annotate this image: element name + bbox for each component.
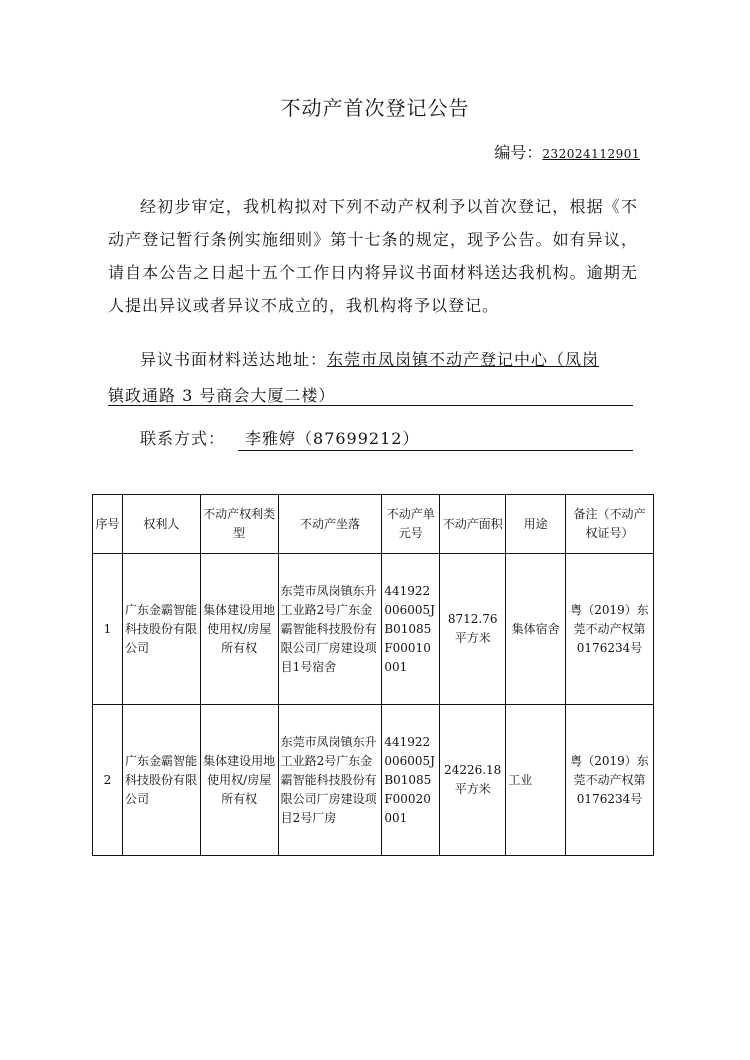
contact-value: 李雅婷（87699212） bbox=[245, 429, 420, 448]
header-area: 不动产面积 bbox=[440, 495, 506, 554]
cell-unit-no: 441922006005JB01085F00010001 bbox=[384, 583, 435, 674]
cell-holder: 广东金霸智能科技股份有限公司 bbox=[124, 602, 197, 655]
address-underline bbox=[108, 405, 633, 406]
address-value-2: 镇政通路 3 号商会大厦二楼） bbox=[108, 386, 336, 405]
notice-body bbox=[108, 190, 638, 322]
cell-unit-no: 441922006005JB01085F00020001 bbox=[384, 734, 435, 825]
cell-holder: 广东金霸智能科技股份有限公司 bbox=[124, 753, 197, 806]
address-line-1 bbox=[108, 347, 633, 370]
address-line-2 bbox=[108, 383, 633, 406]
notice-paragraph: 经初步审定，我机构拟对下列不动产权利予以首次登记，根据《不动产登记暂行条例实施细则》第十七条的规定，现予公告。如有异议，请自本公告之日起十五个工作日内将异议书面材料送达我机构。逾期无人提出异议或者异议不成立的，我机构将予以登记。 bbox=[108, 197, 638, 315]
cell-location: 东莞市凤岗镇东升工业路2号广东金霸智能科技股份有限公司厂房建设项目1号宿舍 bbox=[280, 583, 377, 674]
table-row bbox=[93, 705, 654, 856]
cell-right-type: 集体建设用地使用权/房屋所有权 bbox=[200, 554, 278, 705]
table-header-row bbox=[93, 495, 654, 554]
header-unit-no: 不动产单元号 bbox=[382, 495, 440, 554]
cell-use: 集体宿舍 bbox=[506, 554, 566, 705]
cell-no: 2 bbox=[93, 705, 123, 856]
header-holder: 权利人 bbox=[122, 495, 200, 554]
address-value-1: 东莞市凤岗镇不动产登记中心（凤岗 bbox=[327, 350, 600, 369]
cell-no: 1 bbox=[93, 554, 123, 705]
cell-area: 24226.18平方米 bbox=[440, 705, 506, 856]
cell-right-type: 集体建设用地使用权/房屋所有权 bbox=[200, 705, 278, 856]
serial-number bbox=[494, 140, 640, 163]
header-right-type: 不动产权利类型 bbox=[200, 495, 278, 554]
cell-area: 8712.76平方米 bbox=[440, 554, 506, 705]
page-title: 不动产首次登记公告 bbox=[280, 96, 470, 120]
cell-location: 东莞市凤岗镇东升工业路2号广东金霸智能科技股份有限公司厂房建设项目2号厂房 bbox=[280, 734, 377, 825]
serial-value: 232024112901 bbox=[542, 147, 640, 161]
serial-label: 编号： bbox=[494, 143, 543, 162]
address-label: 异议书面材料送达地址： bbox=[140, 350, 328, 369]
header-use: 用途 bbox=[506, 495, 566, 554]
table-row bbox=[93, 554, 654, 705]
registration-table bbox=[92, 494, 654, 856]
cell-use: 工业 bbox=[506, 705, 566, 856]
cell-remark: 粤（2019）东莞不动产权第0176234号 bbox=[566, 554, 654, 705]
contact-label: 联系方式： bbox=[140, 429, 226, 448]
contact-underline bbox=[238, 450, 633, 451]
cell-remark: 粤（2019）东莞不动产权第0176234号 bbox=[566, 705, 654, 856]
header-remark: 备注（不动产权证号） bbox=[566, 495, 654, 554]
contact-line bbox=[108, 426, 633, 449]
header-location: 不动产坐落 bbox=[278, 495, 382, 554]
header-no: 序号 bbox=[93, 495, 123, 554]
